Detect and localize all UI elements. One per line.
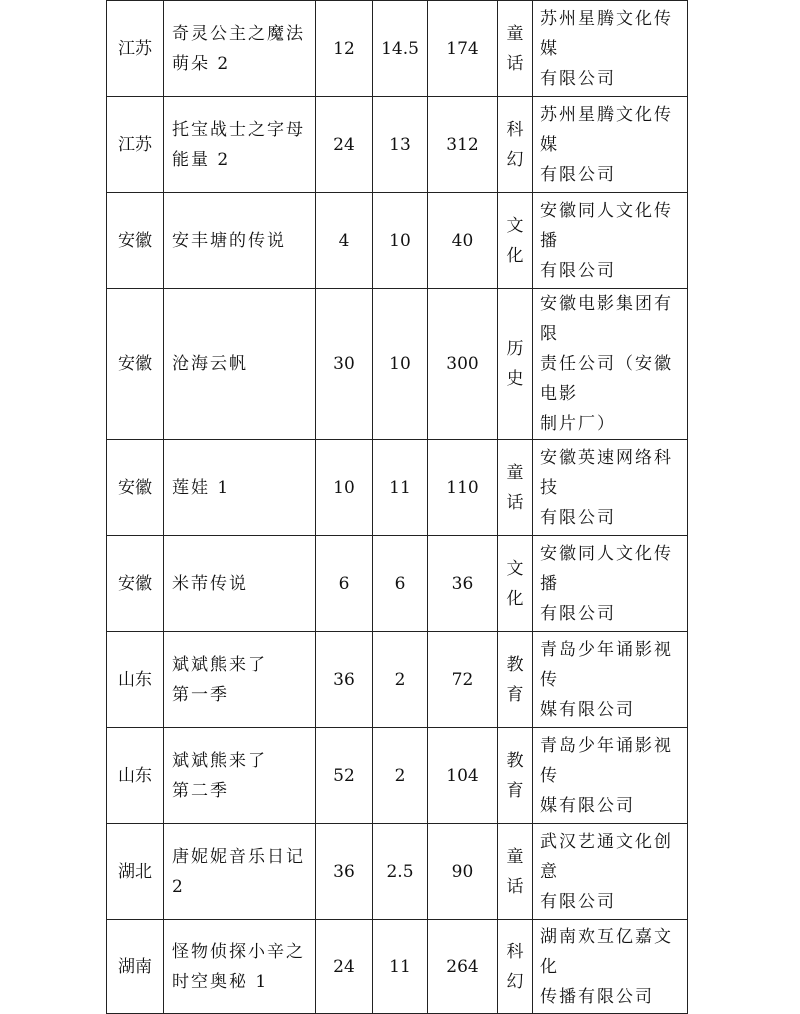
total-minutes-cell: 40 [428,193,498,289]
episodes-cell: 36 [316,824,373,920]
genre-cell: 童 话 [498,824,533,920]
total-minutes-cell: 312 [428,97,498,193]
province-cell: 山东 [107,632,164,728]
episodes-cell: 52 [316,728,373,824]
company-cell: 苏州星腾文化传媒 有限公司 [533,97,688,193]
table-row [107,289,688,440]
minutes-cell: 2 [373,632,428,728]
title-cell: 安丰塘的传说 [164,193,316,289]
episodes-cell: 12 [316,1,373,97]
episodes-cell: 30 [316,289,373,440]
episodes-cell: 6 [316,536,373,632]
title-cell: 奇灵公主之魔法 萌朵 2 [164,1,316,97]
province-cell: 安徽 [107,536,164,632]
minutes-cell: 2 [373,728,428,824]
table-row [107,1,688,97]
total-minutes-cell: 90 [428,824,498,920]
minutes-cell: 13 [373,97,428,193]
table-body [107,1,688,1014]
company-cell: 安徽同人文化传播 有限公司 [533,193,688,289]
province-cell: 安徽 [107,193,164,289]
title-cell: 米芾传说 [164,536,316,632]
company-cell: 安徽英速网络科技 有限公司 [533,440,688,536]
minutes-cell: 10 [373,289,428,440]
province-cell: 湖南 [107,920,164,1014]
title-cell: 莲娃 1 [164,440,316,536]
episodes-cell: 24 [316,97,373,193]
table-row [107,632,688,728]
title-cell: 唐妮妮音乐日记 2 [164,824,316,920]
genre-cell: 历 史 [498,289,533,440]
company-cell: 青岛少年诵影视传 媒有限公司 [533,728,688,824]
total-minutes-cell: 110 [428,440,498,536]
genre-cell: 文 化 [498,536,533,632]
table-row [107,193,688,289]
minutes-cell: 6 [373,536,428,632]
animation-registry-table [106,0,688,1014]
total-minutes-cell: 300 [428,289,498,440]
genre-cell: 童 话 [498,1,533,97]
title-cell: 斌斌熊来了 第二季 [164,728,316,824]
company-cell: 武汉艺通文化创意 有限公司 [533,824,688,920]
minutes-cell: 11 [373,920,428,1014]
company-cell: 安徽电影集团有限 责任公司（安徽电影 制片厂） [533,289,688,440]
total-minutes-cell: 104 [428,728,498,824]
episodes-cell: 36 [316,632,373,728]
company-cell: 苏州星腾文化传媒 有限公司 [533,1,688,97]
table-row [107,440,688,536]
province-cell: 湖北 [107,824,164,920]
episodes-cell: 24 [316,920,373,1014]
genre-cell: 教 育 [498,728,533,824]
table-row [107,97,688,193]
company-cell: 安徽同人文化传播 有限公司 [533,536,688,632]
title-cell: 斌斌熊来了 第一季 [164,632,316,728]
title-cell: 沧海云帆 [164,289,316,440]
table-row [107,728,688,824]
province-cell: 安徽 [107,289,164,440]
episodes-cell: 4 [316,193,373,289]
total-minutes-cell: 264 [428,920,498,1014]
table-row [107,824,688,920]
title-cell: 托宝战士之字母 能量 2 [164,97,316,193]
province-cell: 江苏 [107,1,164,97]
company-cell: 青岛少年诵影视传 媒有限公司 [533,632,688,728]
total-minutes-cell: 72 [428,632,498,728]
total-minutes-cell: 36 [428,536,498,632]
minutes-cell: 14.5 [373,1,428,97]
province-cell: 安徽 [107,440,164,536]
genre-cell: 童 话 [498,440,533,536]
genre-cell: 教 育 [498,632,533,728]
table-row [107,920,688,1014]
episodes-cell: 10 [316,440,373,536]
title-cell: 怪物侦探小辛之 时空奥秘 1 [164,920,316,1014]
genre-cell: 文 化 [498,193,533,289]
province-cell: 山东 [107,728,164,824]
minutes-cell: 2.5 [373,824,428,920]
minutes-cell: 10 [373,193,428,289]
total-minutes-cell: 174 [428,1,498,97]
province-cell: 江苏 [107,97,164,193]
company-cell: 湖南欢互亿嘉文化 传播有限公司 [533,920,688,1014]
minutes-cell: 11 [373,440,428,536]
genre-cell: 科 幻 [498,97,533,193]
table-row [107,536,688,632]
genre-cell: 科 幻 [498,920,533,1014]
